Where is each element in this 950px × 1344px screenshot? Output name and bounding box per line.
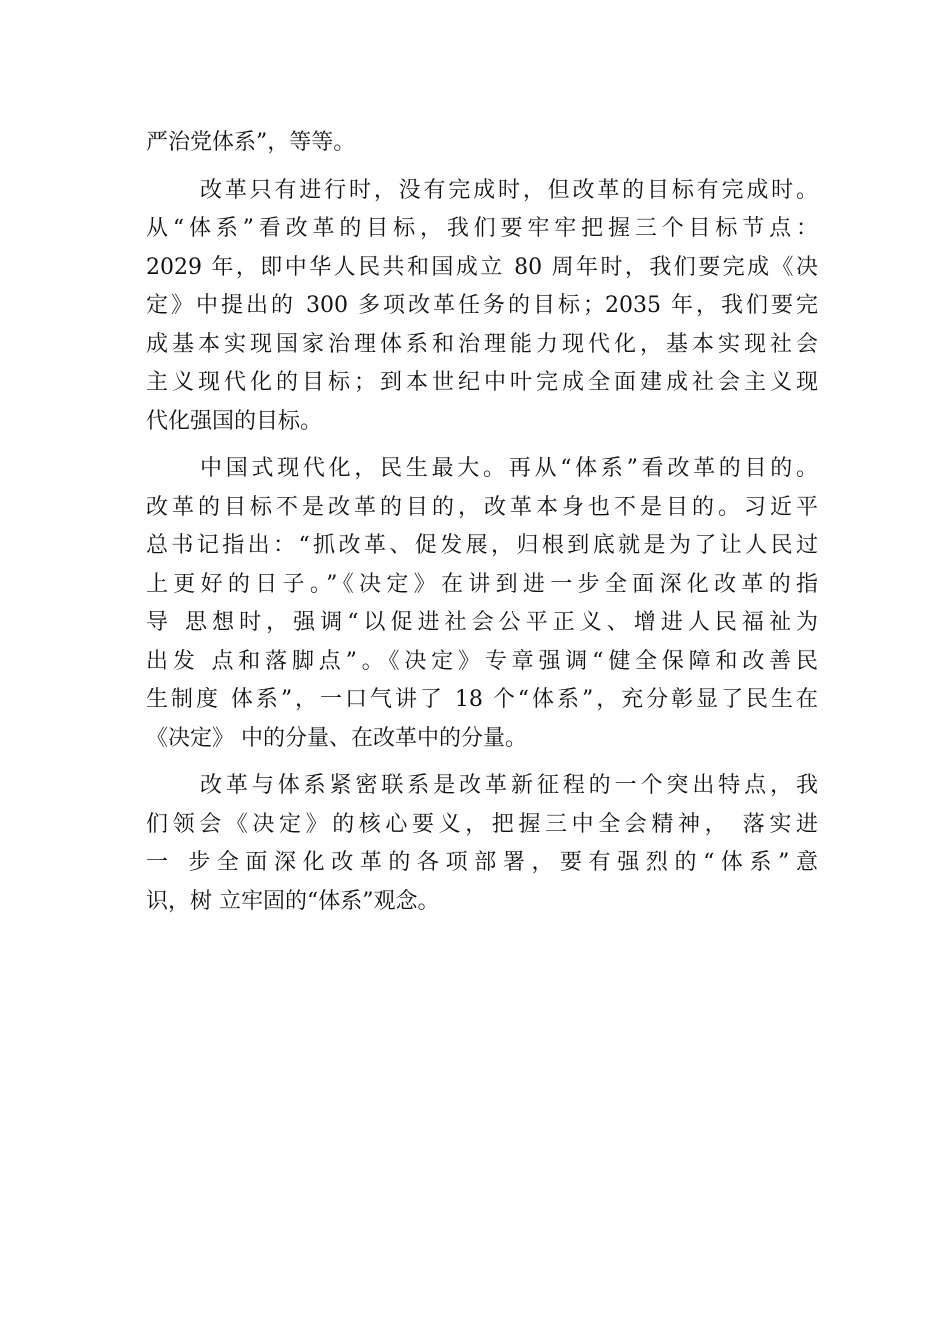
text-line: 上更好的日子。”《决定》在讲到进一步全面深化改革的指 xyxy=(146,571,818,597)
text-line: 们领会《决定》的核心要义，把握三中全会精神， 落实进 xyxy=(146,811,818,837)
paragraph-continuation xyxy=(146,124,818,163)
text-line: 成基本实现国家治理体系和治理能力现代化，基本实现社会 xyxy=(146,331,818,357)
text-line: 从“体系”看改革的目标，我们要牢牢把握三个目标节点： xyxy=(146,216,818,241)
text-line: 导 思想时，强调“以促进社会公平正义、增进人民福祉为 xyxy=(146,610,818,635)
text-line: 改革与体系紧密联系是改革新征程的一个突出特点，我 xyxy=(200,773,818,798)
text-line: 生制度 体系”，一口气讲了 18 个“体系”，充分彰显了民生在 xyxy=(146,687,818,712)
text-line: 中国式现代化，民生最大。再从“体系”看改革的目的。 xyxy=(200,456,818,481)
text-line: 2029 年，即中华人民共和国成立 80 周年时，我们要完成《决 xyxy=(146,254,818,280)
text-line: 主义现代化的目标；到本世纪中叶完成全面建成社会主义现 xyxy=(146,370,818,395)
text-line: 《决定》 中的分量、在改革中的分量。 xyxy=(146,725,527,751)
text-line: 出发 点和落脚点”。《决定》专章强调“健全保障和改善民 xyxy=(146,648,818,674)
text-line: 总书记指出：“抓改革、促发展，归根到底就是为了让人民过 xyxy=(146,533,818,558)
text-line: 代化强国的目标。 xyxy=(146,408,323,434)
text-line: 改革只有进行时，没有完成时，但改革的目标有完成时。 xyxy=(200,177,818,203)
paragraph-reform-goals xyxy=(146,172,818,442)
paragraph-system-awareness xyxy=(146,767,818,921)
document-body xyxy=(146,124,818,921)
text-line: 改革的目标不是改革的目的，改革本身也不是目的。习近平 xyxy=(146,494,818,520)
text-line: 定》中提出的 300 多项改革任务的目标；2035 年，我们要完 xyxy=(146,293,818,318)
paragraph-livelihood xyxy=(146,450,818,758)
text-line: 严治党体系”，等等。 xyxy=(146,130,356,155)
text-line: 一 步全面深化改革的各项部署，要有强烈的“体系”意 xyxy=(146,850,818,875)
text-line: 识，树 立牢固的“体系”观念。 xyxy=(146,888,440,914)
